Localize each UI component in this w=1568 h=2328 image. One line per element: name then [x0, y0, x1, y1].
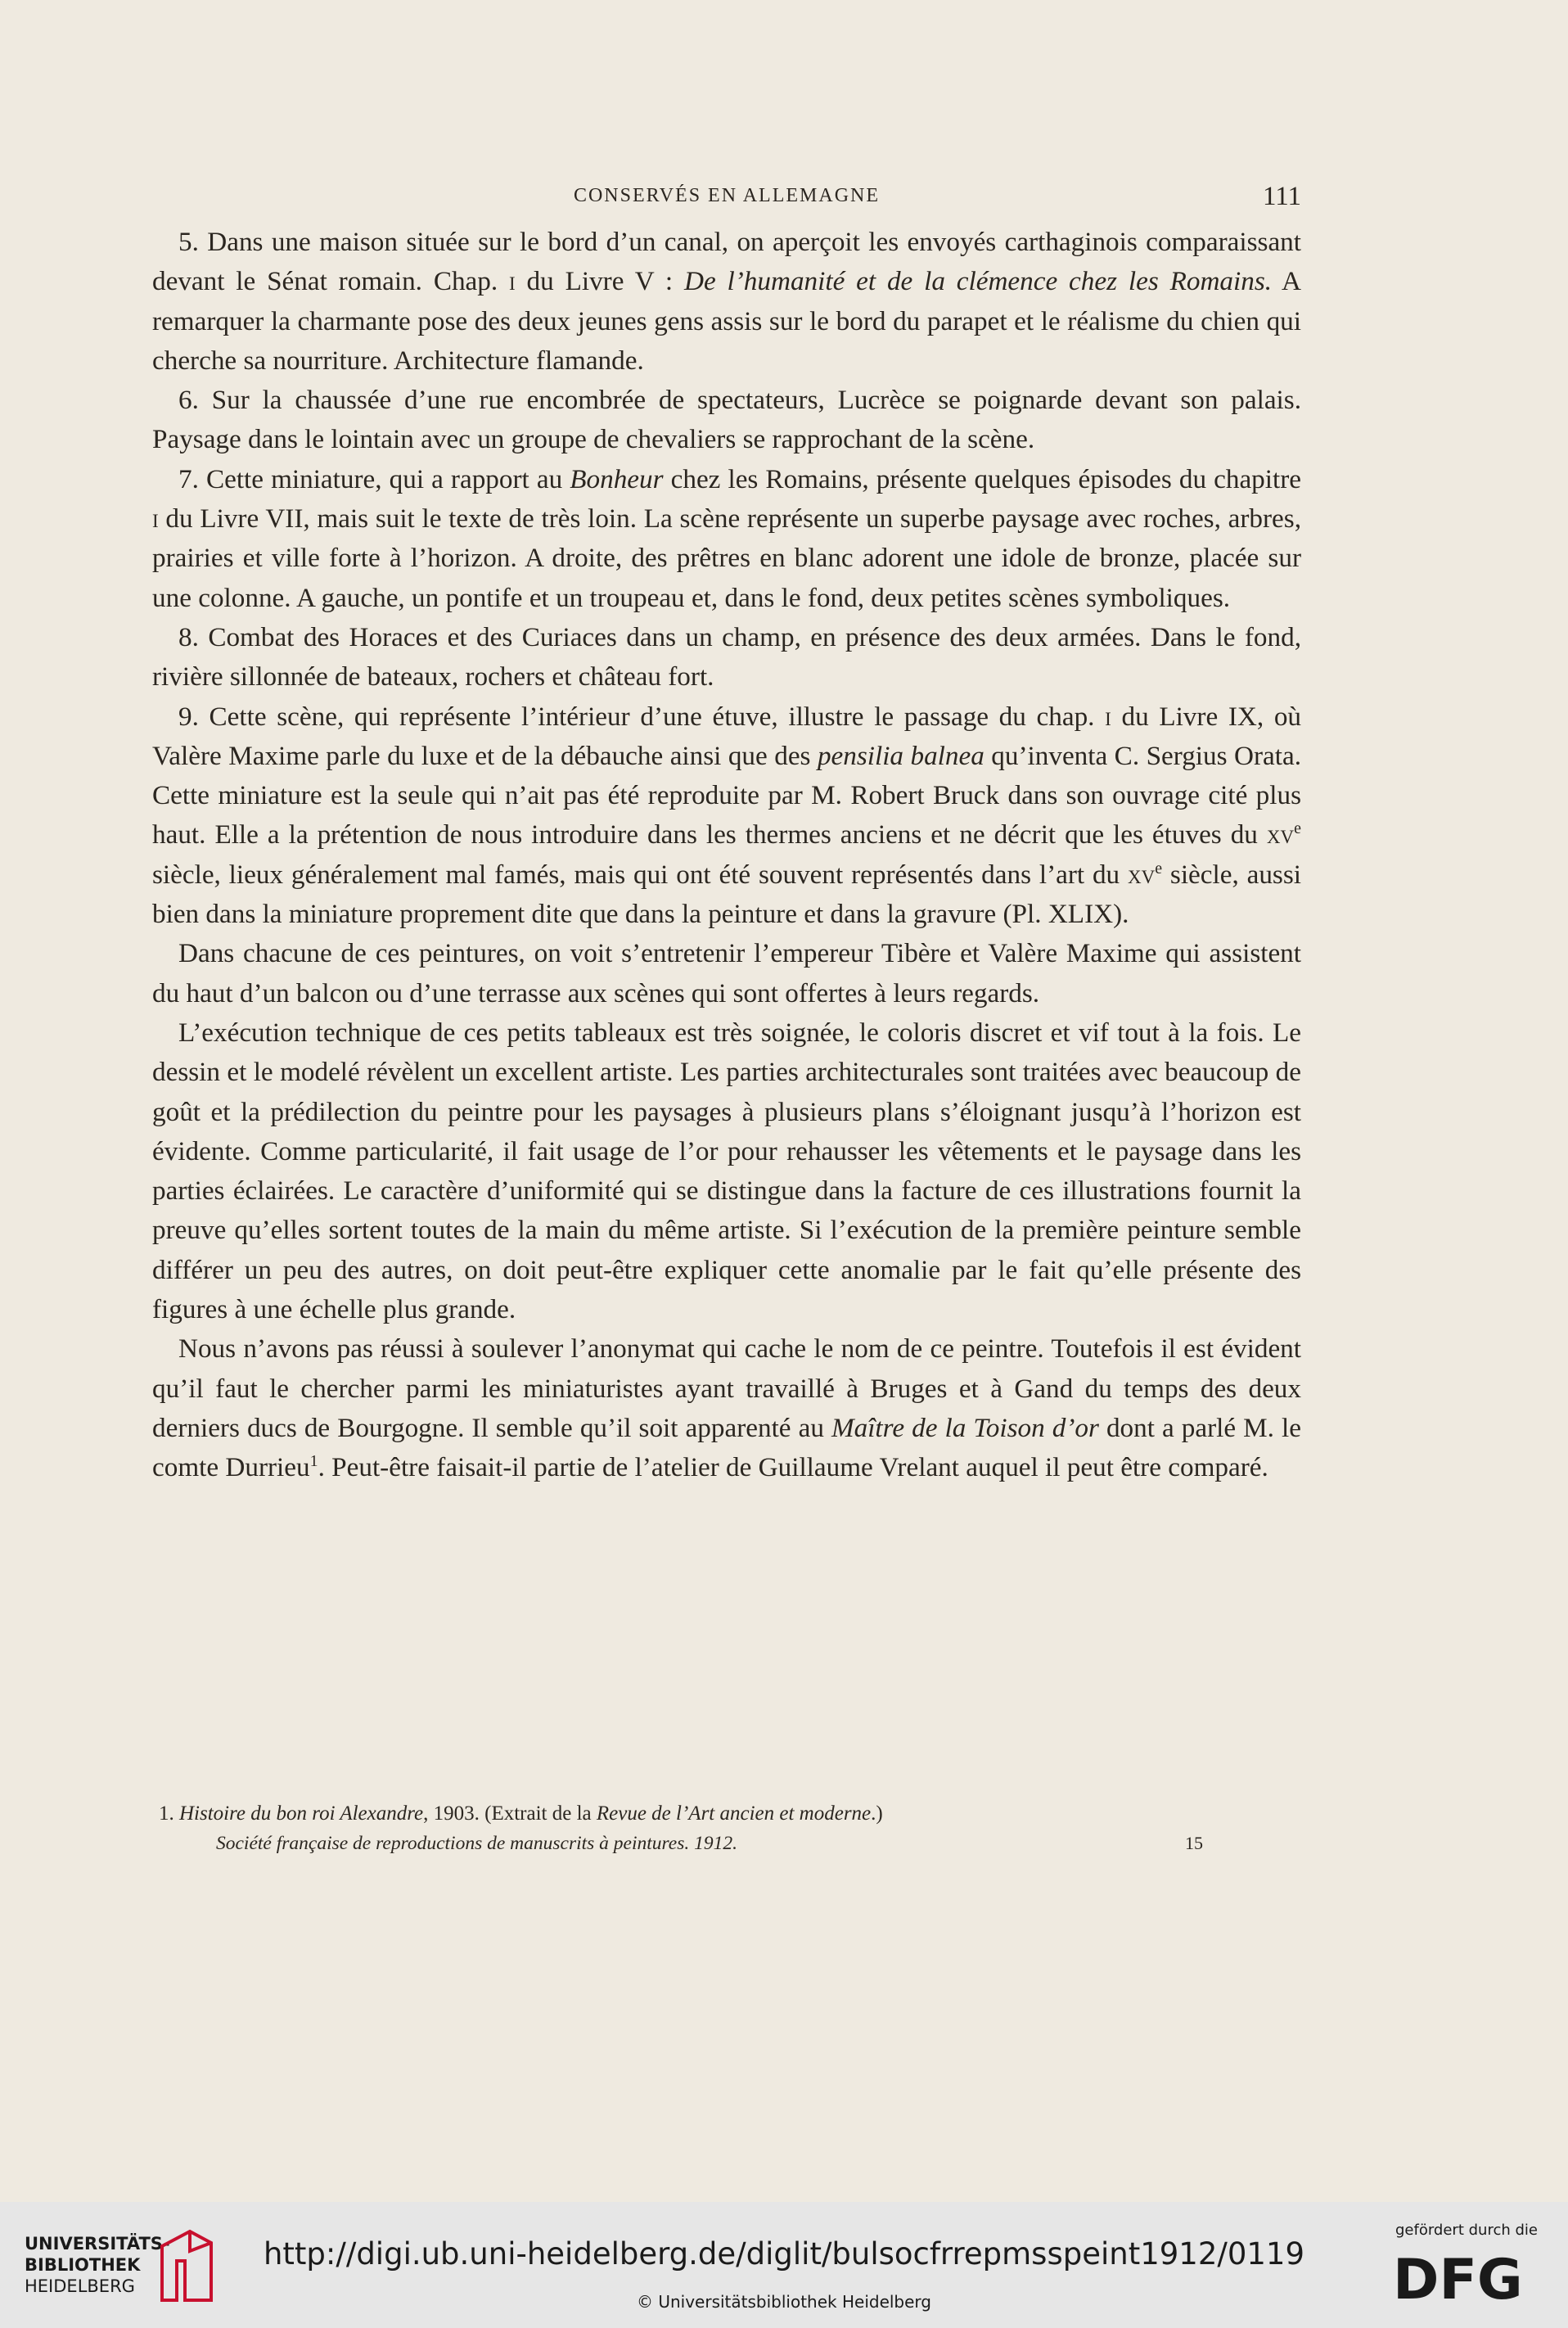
paragraph: Dans chacune de ces peintures, on voit s’entretenir l’empereur Tibère et Valère Maxime qui assistent du haut d’un balcon ou d’une terrasse aux scènes qui sont offertes à leurs regards. [152, 938, 1301, 1008]
sheet-number: 15 [1185, 1833, 1203, 1853]
paragraph: 9. Cette scène, qui représente l’intérieur d’une étuve, illustre le passage du chap. i du Livre IX, où Valère Maxime parle du luxe et de la débauche ainsi que des pensilia balnea qu’inventa C. Sergius Orata. Cette miniature est la seule qui n’ait pas été reproduite par M. Robert Bruck dans son ouvrage cité plus haut. Elle a la prétention de nous introduire dans les thermes anciens et ne décrit que les étuves du $xv^e$ siècle, lieux généralement mal famés, mais qui ont été souvent représentés dans l’art du $xv^e$ siècle, aussi bien dans la miniature proprement dite que dans la peinture et dans la gravure (Pl. XLIX). [152, 701, 1302, 930]
paragraph: 6. Sur la chaussée d’une rue encombrée de spectateurs, Lucrèce se poignarde devant son palais. Paysage dans le lointain avec un groupe de chevaliers se rapprochant de la scène. [152, 385, 1301, 455]
permalink-url[interactable]: http://digi.ub.uni-heidelberg.de/diglit/bulsocfrrepmsspeint1912/0119 [263, 2236, 1305, 2272]
paragraph: 7. Cette miniature, qui a rapport au Bonheur chez les Romains, présente quelques épisodes du chapitre i du Livre VII, mais suit le texte de très loin. La scène représente un superbe paysage avec roches, arbres, prairies et ville forte à l’horizon. A droite, des prêtres en blanc adorent une idole de bronze, placée sur une colonne. A gauche, un pontife et un troupeau et, dans le fond, deux petites scènes symboliques. [152, 463, 1302, 613]
library-line: HEIDELBERG [25, 2276, 135, 2296]
paragraph: L’exécution technique de ces petits tableaux est très soignée, le coloris discret et vif tout à la fois. Le dessin et le modelé révèlent un excellent artiste. Les parties architecturales sont traitées avec beaucoup de goût et la prédilection du peintre pour les paysages à plusieurs plans s’éloignant jusqu’à l’horizon est évidente. Comme particularité, il fait usage de l’or pour rehausser les vêtements et le paysage dans les parties éclairées. Le caractère d’uniformité qui se distingue dans la facture de ces illustrations fournit la preuve qu’elles sortent toutes de la main du même artiste. Si l’exécution de la première peinture semble différer un peu des autres, on doit peut-être expliquer cette anomalie par le fait qu’elle présente des figures à une échelle plus grande. [152, 1017, 1301, 1325]
copyright-notice: © Universitätsbibliothek Heidelberg [636, 2292, 931, 2312]
page-footer [152, 1799, 1301, 1858]
digitization-footer [0, 2202, 1568, 2328]
footnote: 1. Histoire du bon roi Alexandre, 1903. (Extrait de la Revue de l’Art ancien et moderne.) [159, 1802, 883, 1825]
running-title: CONSERVÉS EN ALLEMAGNE [573, 185, 881, 206]
funded-by-label: gefördert durch die [1395, 2222, 1538, 2239]
paragraph: Nous n’avons pas réussi à soulever l’anonymat qui cache le nom de ce peintre. Toutefois il est évident qu’il faut le chercher parmi les miniaturistes ayant travaillé à Bruges et à Gand du temps des deux derniers ducs de Bourgogne. Il semble qu’il soit apparenté au Maître de la Toison d’or dont a parlé M. le comte Durrieu$^1$. Peut-être faisait-il partie de l’atelier de Guillaume Vrelant auquel il peut être comparé. [152, 1333, 1301, 1483]
body-text [152, 223, 1301, 1488]
printer-signature [152, 1829, 1301, 1858]
signature-text: Société française de reproductions de manuscrits à peintures. 1912. [216, 1833, 738, 1854]
library-line: UNIVERSITÄTS- [25, 2234, 170, 2254]
library-line: BIBLIOTHEK [25, 2255, 141, 2275]
page-number: 111 [1262, 182, 1301, 211]
running-header [152, 182, 1301, 214]
dfg-logo-icon [1391, 2248, 1543, 2305]
paragraph: 8. Combat des Horaces et des Curiaces dans un champ, en présence des deux armées. Dans le fond, rivière sillonnée de bateaux, rochers et château fort. [152, 621, 1301, 693]
dfg-logo-text: DFG [1393, 2248, 1523, 2305]
paragraph: 5. Dans une maison située sur le bord d’un canal, on aperçoit les envoyés carthaginois comparaissant devant le Sénat romain. Chap. i du Livre V : De l’humanité et de la clémence chez les Romains. A remarquer la charmante pose des deux jeunes gens assis sur le bord du parapet et le réalisme du chien qui cherche sa nourriture. Architecture flamande. [152, 227, 1302, 376]
